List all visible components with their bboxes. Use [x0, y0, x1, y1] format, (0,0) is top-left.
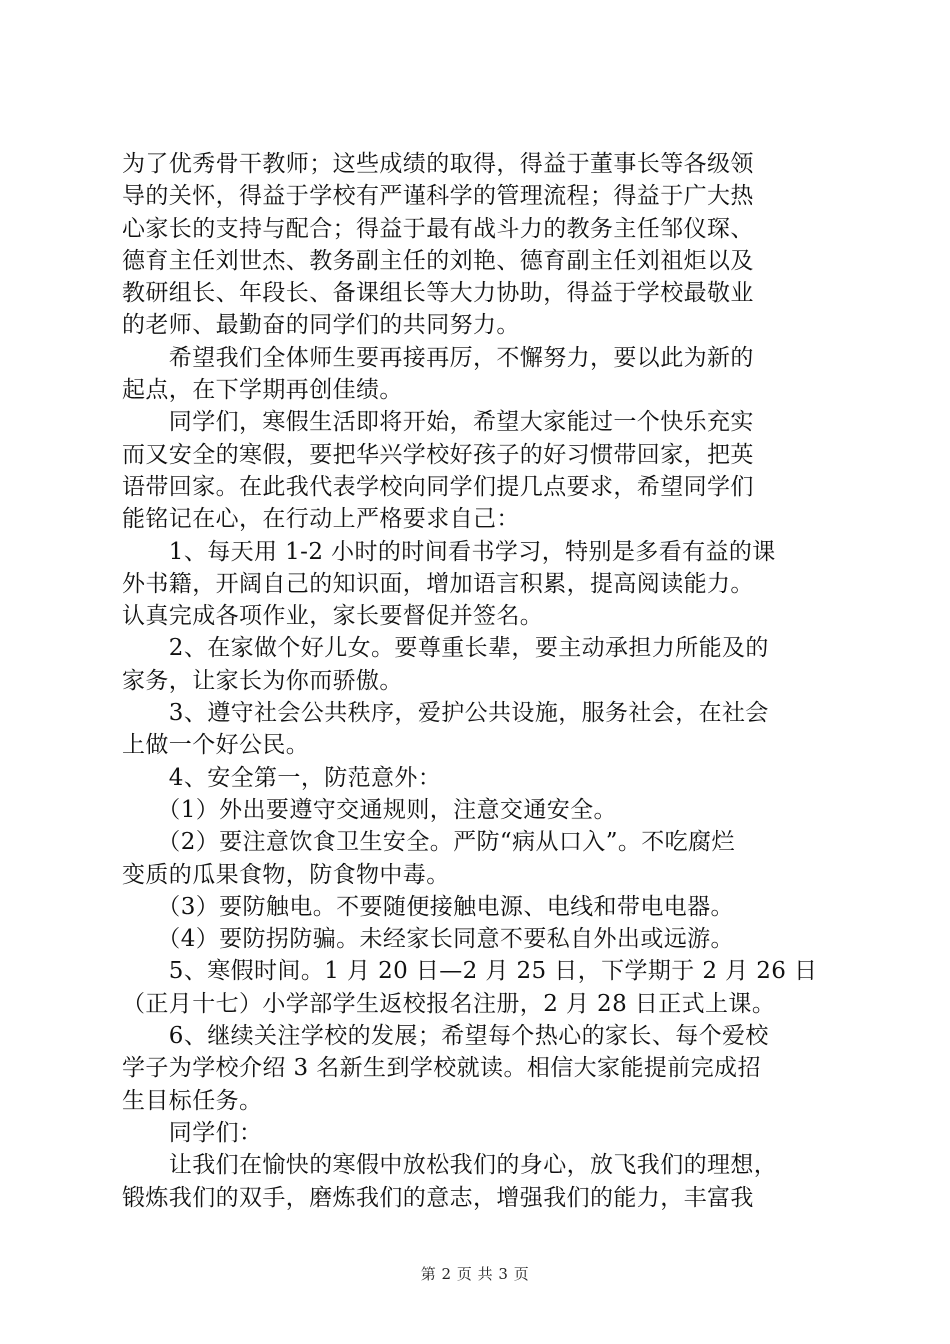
text-line: 的老师、最勤奋的同学们的共同努力。: [122, 312, 520, 339]
page-footer: 第 2 页 共 3 页: [420, 1265, 530, 1283]
text-line: （2）要注意饮食卫生安全。严防“病从口入”。不吃腐烂: [122, 829, 735, 856]
text-line: 5、寒假时间。1 月 20 日—2 月 25 日，下学期于 2 月 26 日: [122, 958, 818, 985]
text-line: 而又安全的寒假，要把华兴学校好孩子的好习惯带回家，把英: [122, 441, 754, 468]
text-line: 学子为学校介绍 3 名新生到学校就读。相信大家能提前完成招: [122, 1055, 761, 1082]
text-line: 同学们：: [122, 1119, 263, 1146]
text-line: 起点，在下学期再创佳绩。: [122, 377, 403, 404]
text-line: 心家长的支持与配合；得益于最有战斗力的教务主任邹仪琛、: [122, 215, 754, 242]
text-line: 让我们在愉快的寒假中放松我们的身心，放飞我们的理想，: [122, 1152, 778, 1179]
text-line: 德育主任刘世杰、教务副主任的刘艳、德育副主任刘祖炬以及: [122, 247, 754, 274]
text-line: （3）要防触电。不要随便接触电源、电线和带电电器。: [122, 893, 734, 920]
text-line: 希望我们全体师生要再接再厉，不懈努力，要以此为新的: [122, 344, 754, 371]
text-line: 4、安全第一，防范意外：: [122, 764, 442, 791]
text-line: 6、继续关注学校的发展；希望每个热心的家长、每个爱校: [122, 1023, 769, 1050]
text-line: 外书籍，开阔自己的知识面，增加语言积累，提高阅读能力。: [122, 570, 754, 597]
text-line: 1、每天用 1-2 小时的时间看书学习，特别是多看有益的课: [122, 538, 776, 565]
body-text: [122, 148, 842, 1214]
text-line: 变质的瓜果食物，防食物中毒。: [122, 861, 450, 888]
text-line: 3、遵守社会公共秩序，爱护公共设施，服务社会，在社会: [122, 700, 769, 727]
text-line: 同学们，寒假生活即将开始，希望大家能过一个快乐充实: [122, 409, 754, 436]
text-line: 生目标任务。: [122, 1087, 263, 1114]
text-line: 导的关怀，得益于学校有严谨科学的管理流程；得益于广大热: [122, 183, 754, 210]
text-line: 语带回家。在此我代表学校向同学们提几点要求，希望同学们: [122, 473, 754, 500]
text-line: 能铭记在心，在行动上严格要求自己：: [122, 506, 520, 533]
text-line: 锻炼我们的双手，磨炼我们的意志，增强我们的能力，丰富我: [122, 1184, 754, 1211]
text-line: 上做一个好公民。: [122, 732, 310, 759]
text-line: 2、在家做个好儿女。要尊重长辈，要主动承担力所能及的: [122, 635, 769, 662]
text-line: （正月十七）小学部学生返校报名注册，2 月 28 日正式上课。: [122, 990, 776, 1017]
text-line: 教研组长、年段长、备课组长等大力协助，得益于学校最敬业: [122, 280, 754, 307]
text-line: （4）要防拐防骗。未经家长同意不要私自外出或远游。: [122, 926, 734, 953]
text-line: 认真完成各项作业，家长要督促并签名。: [122, 603, 544, 630]
text-line: （1）外出要遵守交通规则，注意交通安全。: [122, 796, 617, 823]
text-line: 家务，让家长为你而骄傲。: [122, 667, 403, 694]
text-line: 为了优秀骨干教师；这些成绩的取得，得益于董事长等各级领: [122, 151, 754, 177]
